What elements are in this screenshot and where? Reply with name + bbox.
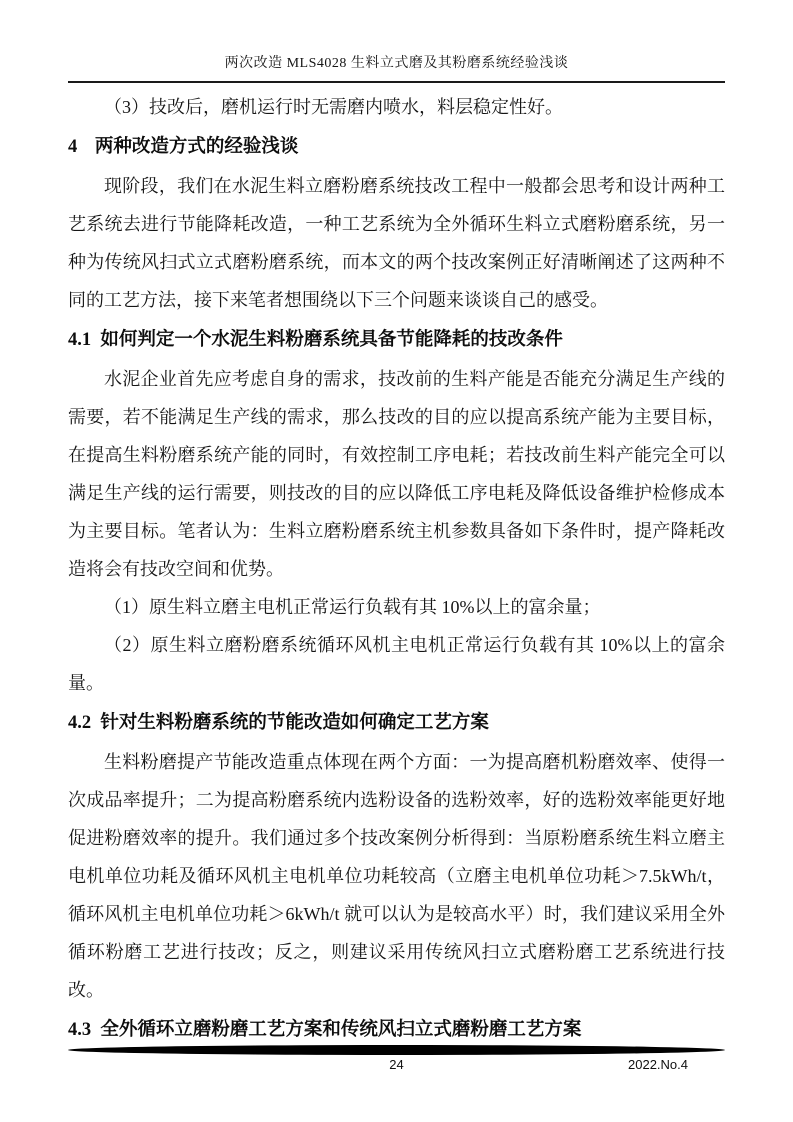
section-title: 如何判定一个水泥生料粉磨系统具备节能降耗的技改条件: [100, 328, 563, 349]
footer-divider-bar: [68, 1045, 725, 1055]
section-heading-4-3: [68, 1009, 725, 1046]
section-number: 4.2: [68, 713, 92, 733]
footer-row: [68, 1057, 725, 1077]
section-number: 4.3: [68, 1020, 92, 1040]
page-footer: [68, 1045, 725, 1077]
section-heading-4: [68, 126, 725, 167]
list-item-2: （2）原生料立磨粉磨系统循环风机主电机正常运行负载有其 10%以上的富余量。: [68, 635, 725, 693]
section-heading-4-2: [68, 702, 725, 743]
page-number: 24: [389, 1057, 404, 1072]
section-number: 4: [68, 137, 78, 157]
section-title: 两种改造方式的经验浅谈: [94, 135, 299, 156]
section-heading-4-1: [68, 319, 725, 360]
paragraph-4-1-body: 水泥企业首先应考虑自身的需求，技改前的生料产能是否能充分满足生产线的需要，若不能满足生产线的需求，那么技改的目的应以提高系统产能为主要目标，在提高生料粉磨系统产能的同时，有效控制工序电耗；若技改前生料产能完全可以满足生产线的运行需要，则技改的目的应以降低工序电耗及降低设备维护检修成本为主要目标。笔者认为：生料立磨粉磨系统主机参数具备如下条件时，提产降耗改造将会有技改空间和优势。: [68, 369, 725, 579]
running-header: [68, 52, 725, 83]
section-number: 4.1: [68, 330, 92, 350]
section-title: 针对生料粉磨系统的节能改造如何确定工艺方案: [100, 711, 489, 732]
list-item-1: （1）原生料立磨主电机正常运行负载有其 10%以上的富余量；: [104, 597, 601, 617]
running-header-title: 两次改造 MLS4028 生料立式磨及其粉磨系统经验浅谈: [224, 56, 569, 71]
paragraph-intro: 现阶段，我们在水泥生料立磨粉磨系统技改工程中一般都会思考和设计两种工艺系统去进行节能降耗改造，一种工艺系统为全外循环生料立式磨粉磨系统，另一种为传统风扫式立式磨粉磨系统，而本文的两个技改案例正好清晰阐述了这两种不同的工艺方法，接下来笔者想围绕以下三个问题来谈谈自己的感受。: [68, 176, 725, 310]
paragraph-4-2-body: 生料粉磨提产节能改造重点体现在两个方面：一为提高磨机粉磨效率、使得一次成品率提升；二为提高粉磨系统内选粉设备的选粉效率，好的选粉效率能更好地促进粉磨效率的提升。我们通过多个技改案例分析得到：当原粉磨系统生料立磨主电机单位功耗及循环风机主电机单位功耗较高（立磨主电机单位功耗＞7.5kWh/t，循环风机主电机单位功耗＞6kWh/t 就可以认为是较高水平）时，我们建议采用全外循环粉磨工艺进行技改；反之，则建议采用传统风扫立式磨粉磨工艺系统进行技改。: [68, 752, 725, 1000]
paragraph-3-item: （3）技改后，磨机运行时无需磨内喷水，料层稳定性好。: [104, 97, 563, 117]
section-title: 全外循环立磨粉磨工艺方案和传统风扫立式磨粉磨工艺方案: [100, 1018, 582, 1039]
issue-label: 2022.No.4: [628, 1057, 688, 1072]
page-body: [68, 88, 725, 1046]
